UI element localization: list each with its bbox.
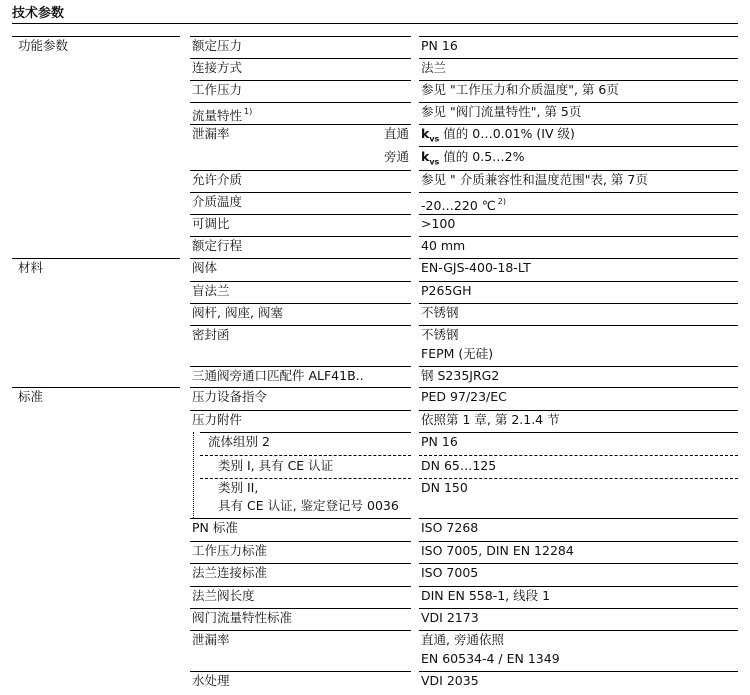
param-rangeability: 可调比 — [192, 216, 230, 231]
value-connection: 法兰 — [421, 60, 447, 75]
value-flange-standard: ISO 7005 — [421, 565, 479, 580]
param-blind-flange: 盲法兰 — [192, 283, 230, 298]
leakage-bypass-label: 旁通 — [384, 149, 410, 164]
param-media: 允许介质 — [192, 172, 243, 187]
row-divider — [419, 58, 738, 59]
param-connection: 连接方式 — [192, 60, 243, 75]
value-flow-characteristic: 参见 "阀门流量特性", 第 5页 — [421, 104, 582, 119]
value-fluid-group: PN 16 — [421, 434, 458, 449]
value-water-treatment: VDI 2035 — [421, 673, 479, 688]
value-leakage-straight: $k_{vs}$ 值的 0…0.01% (IV 级) — [421, 126, 575, 144]
row-divider — [419, 325, 738, 326]
param-flange-standard: 法兰连接标准 — [192, 565, 268, 580]
row-divider — [419, 36, 738, 37]
value-ped: PED 97/23/EC — [421, 389, 507, 404]
param-stem: 阀杆, 阀座, 阀塞 — [192, 305, 283, 320]
param-pn-standard: PN 标准 — [192, 520, 238, 535]
value-category-2: DN 150 — [421, 480, 468, 495]
value-media-temp: -20…220 ℃ $^{2)}$ — [421, 197, 507, 213]
kvs-symbol: $k_{vs}$ — [421, 149, 440, 167]
value-body: EN-GJS-400-18-LT — [421, 260, 531, 275]
value-media: 参见 " 介质兼容性和温度范围"表, 第 7页 — [421, 172, 648, 187]
value-stem: 不锈钢 — [421, 305, 459, 320]
param-category-1: 类别 I, 具有 CE 认证 — [218, 458, 334, 473]
footnote-2: 2) — [497, 197, 507, 206]
param-working-pressure-standard: 工作压力标准 — [192, 543, 268, 558]
param-valve-length: 法兰阀长度 — [192, 588, 255, 603]
value-nominal-pressure: PN 16 — [421, 38, 458, 53]
row-divider — [419, 214, 738, 215]
kvs-symbol: $k_{vs}$ — [421, 126, 440, 144]
row-divider — [419, 432, 738, 433]
value-valve-length: DIN EN 558-1, 线段 1 — [421, 588, 551, 603]
value-rangeability: >100 — [421, 216, 456, 231]
category-material: 材料 — [18, 260, 44, 275]
value-pn-standard: ISO 7268 — [421, 520, 479, 535]
param-category-2-line2: 具有 CE 认证, 鉴定登记号 0036 — [218, 498, 399, 513]
param-leakage-standard: 泄漏率 — [192, 632, 230, 647]
param-stroke: 额定行程 — [192, 238, 243, 253]
footnote-1: 1) — [244, 107, 253, 116]
row-divider — [190, 258, 411, 259]
category-standards: 标准 — [18, 389, 44, 404]
subgroup-guide — [193, 432, 194, 518]
value-flow-standard: VDI 2173 — [421, 610, 479, 625]
value-category-1: DN 65…125 — [421, 458, 497, 473]
param-flow-standard: 阀门流量特性标准 — [192, 610, 293, 625]
param-category-2-line1: 类别 II, — [218, 480, 259, 495]
value-pressure-accessories: 依照第 1 章, 第 2.1.4 节 — [421, 412, 560, 427]
param-leakage: 泄漏率 — [192, 126, 230, 141]
value-working-pressure: 参见 "工作压力和介质温度", 第 6页 — [421, 82, 619, 97]
param-body: 阀体 — [192, 260, 218, 275]
value-stroke: 40 mm — [421, 238, 466, 253]
param-fluid-group: 流体组别 2 — [208, 434, 270, 449]
category-functional: 功能参数 — [18, 38, 69, 53]
value-leakage-standard-1: 直通, 旁通依照 — [421, 632, 504, 647]
value-working-pressure-standard: ISO 7005, DIN EN 12284 — [421, 543, 574, 558]
value-blind-flange: P265GH — [421, 283, 472, 298]
value-leakage-standard-2: EN 60534-4 / EN 1349 — [421, 651, 560, 666]
value-gland-2: FEPM (无硅) — [421, 346, 494, 361]
param-water-treatment: 水处理 — [192, 673, 230, 688]
row-divider — [419, 236, 738, 237]
flow-char-label: 流量特性 — [192, 108, 243, 123]
param-fitting: 三通阀旁通口匹配件 ALF41B.. — [192, 368, 364, 383]
leakage-straight-label: 直通 — [384, 126, 410, 141]
param-pressure-accessories: 压力附件 — [192, 412, 243, 427]
value-leakage-bypass: $k_{vs}$ 值的 0.5…2% — [421, 149, 525, 167]
title-divider — [12, 23, 738, 24]
value-gland-1: 不锈钢 — [421, 327, 459, 342]
param-media-temp: 介质温度 — [192, 194, 243, 209]
param-flow-characteristic — [192, 102, 252, 126]
section-title: 技术参数 — [12, 6, 65, 21]
row-divider — [419, 303, 738, 304]
param-ped: 压力设备指令 — [192, 389, 268, 404]
param-gland: 密封函 — [192, 327, 230, 342]
value-fitting: 钢 S235JRG2 — [421, 368, 500, 383]
param-nominal-pressure: 额定压力 — [192, 38, 243, 53]
param-working-pressure: 工作压力 — [192, 82, 243, 97]
